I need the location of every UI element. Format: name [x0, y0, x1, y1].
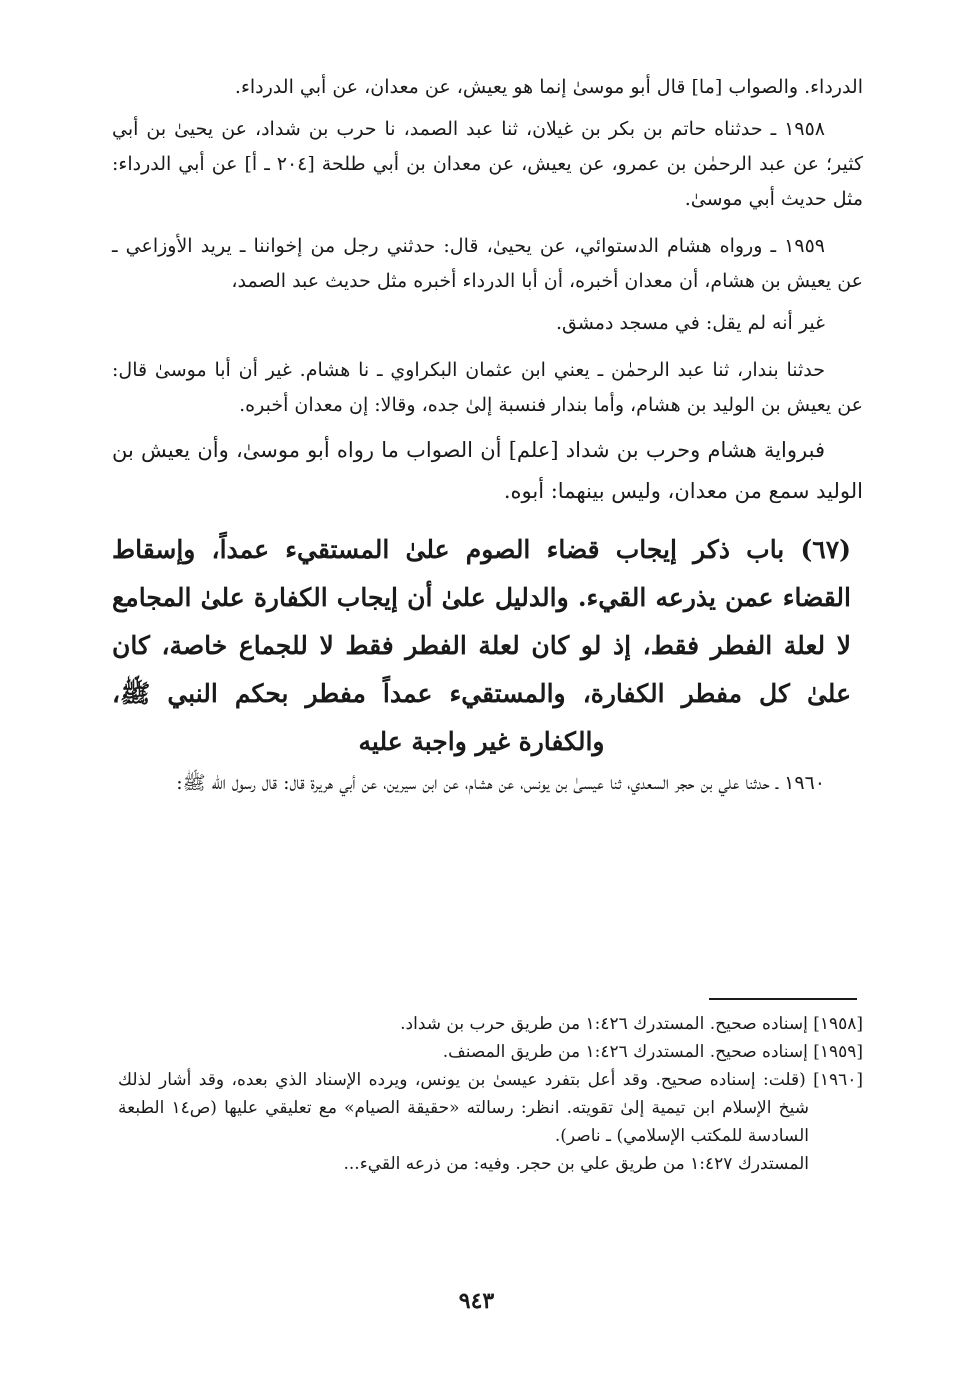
paragraph-note: غير أنه لم يقل: في مسجد دمشق. [555, 312, 825, 334]
chapter-heading: (٦٧) باب ذكر إيجاب قضاء الصوم علىٰ المستقيء عمداً، وإسقاط القضاء عمن يذرعه القيء. والدليل علىٰ أن إيجاب الكفارة علىٰ المجامع لا لعلة الفطر فقط، إذ لو كان لعلة الفطر فقط لا للجماع خاصة، كان علىٰ كل مفطر الكفارة، والمستقيء عمداً مفطر بحكم النبي ﷺ، والكفارة غير واجبة عليه [112, 535, 851, 756]
footnote-1958: [١٩٥٨] إسناده صحيح. المستدرك ١:٤٢٦ من طريق حرب بن شداد. [400, 1014, 863, 1034]
page-number: ٩٤٣ [458, 1288, 495, 1314]
footnote-separator [709, 998, 857, 1000]
main-text [112, 70, 863, 801]
paragraph-continuation: الدرداء. والصواب [ما] قال أبو موسىٰ إنما هو يعيش، عن معدان، عن أبي الدرداء. [234, 76, 863, 98]
footnote-1960: [١٩٦٠] (قلت: إسناده صحيح. وقد أعل بتفرد عيسىٰ بن يونس، ويرده الإسناد الذي بعده، وقد أشار لذلك شيخ الإسلام ابن تيمية إلىٰ تقويته. انظر: رسالته «حقيقة الصيام» مع تعليقي عليها (ص١٤ الطبعة السادسة للمكتب الإسلامي) ـ ناصر). [118, 1070, 863, 1146]
hadith-1959: ١٩٥٩ ـ ورواه هشام الدستوائي، عن يحيىٰ، قال: حدثني رجل من إخواننا ـ يريد الأوزاعي ـ عن يعيش بن هشام، أن معدان أخبره، أن أبا الدرداء أخبره مثل حديث عبد الصمد، [112, 235, 863, 292]
paragraph-conclusion: فبرواية هشام وحرب بن شداد [علم] أن الصواب ما رواه أبو موسىٰ، وأن يعيش بن الوليد سمع من معدان، وليس بينهما: أبوه. [112, 438, 863, 503]
paragraph-bundar: حدثنا بندار، ثنا عبد الرحمٰن ـ يعني ابن عثمان البكراوي ـ نا هشام. غير أن أبا موسىٰ قال: عن يعيش بن الوليد بن هشام، وأما بندار فنسبة إلىٰ جده، وقالا: إن معدان أخبره. [112, 359, 863, 416]
footnotes [118, 1010, 863, 1178]
hadith-1958: ١٩٥٨ ـ حدثناه حاتم بن بكر بن غيلان، ثنا عبد الصمد، نا حرب بن شداد، عن يحيىٰ بن أبي كثير؛ عن عبد الرحمٰن بن عمرو، عن يعيش، عن معدان بن أبي طلحة [٢٠٤ ـ أ] عن أبي الدرداء: مثل حديث أبي موسىٰ. [112, 118, 864, 210]
hadith-1960: ١٩٦٠ ـ حدثنا علي بن حجر السعدي، ثنا عيسىٰ بن يونس، عن هشام، عن ابن سيرين، عن أبي هريرة قال: قال رسول الله ﷺ: [176, 772, 825, 794]
footnote-1960-source: المستدرك ١:٤٢٧ من طريق علي بن حجر. وفيه: من ذرعه القيء... [343, 1154, 809, 1174]
footnote-1959: [١٩٥٩] إسناده صحيح. المستدرك ١:٤٢٦ من طريق المصنف. [442, 1042, 863, 1062]
